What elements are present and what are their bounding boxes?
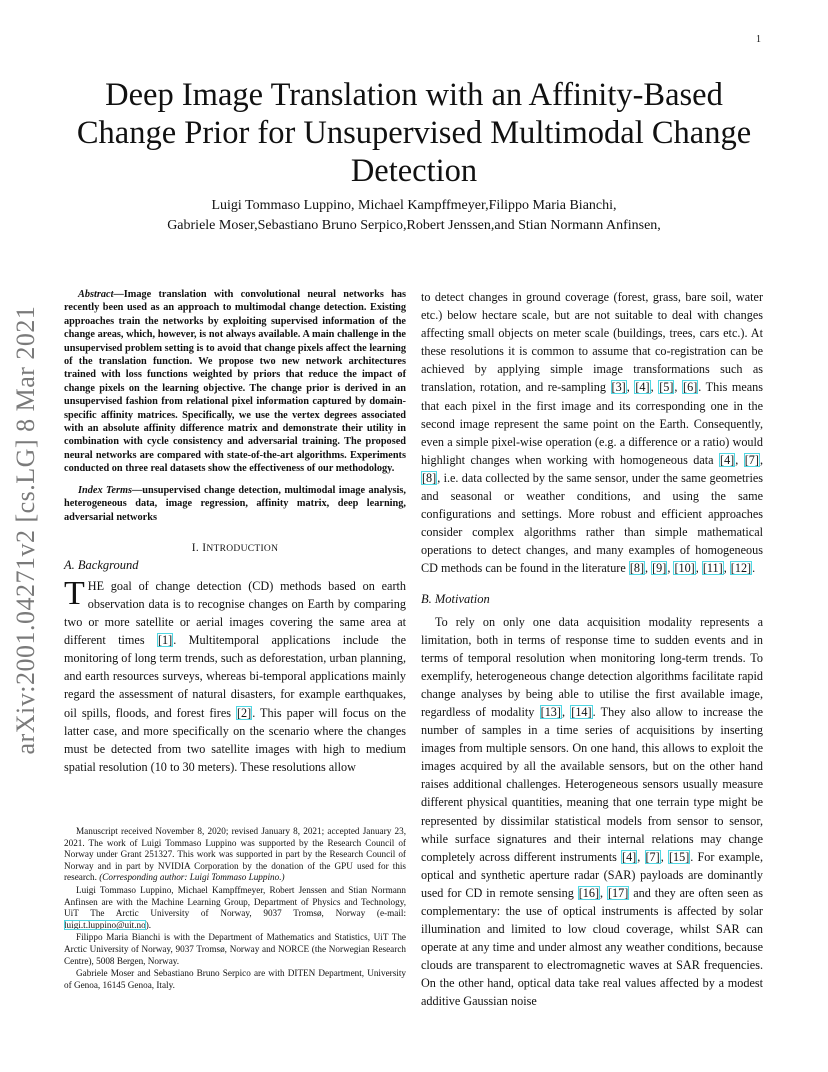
citation-link[interactable]: [2] — [236, 705, 252, 720]
author-list — [60, 196, 768, 236]
page-number: 1 — [756, 34, 761, 45]
paragraph-text: . — [752, 561, 756, 576]
paragraph-text: . For example, optical and synthetic aperture radar (SAR) payloads are dominantly used for CD in remote sensing — [421, 849, 763, 900]
left-column — [64, 288, 406, 776]
index-terms-text: —unsupervised change detection, multimodal image analysis, heterogeneous data, image regression, affinity matrix, deep learning, adversarial networks — [64, 484, 406, 523]
citation-link[interactable]: [4] — [622, 849, 637, 864]
index-terms-label: Index Terms — [78, 484, 132, 496]
email-link[interactable]: luigi.t.luppino@uit.no — [64, 919, 146, 930]
citation-link[interactable]: [7] — [645, 849, 660, 864]
citation-link[interactable]: [3] — [611, 380, 626, 395]
background-paragraph — [64, 574, 407, 776]
paragraph-text: HE goal of change detection (CD) methods based on earth observation data is to recognise changes on Earth by comparing two or more satellite or aerial images covering the same area at different times — [64, 578, 406, 648]
footnote-manuscript — [64, 826, 406, 884]
paragraph-text: . Multitemporal applications include the monitoring of long term trends, such as deforestation, urban planning, and earth resources surveys, whereas bi-temporal applications mainly regard the assessment of natural disasters, for example earthquakes, oil spills, floods, and forest fires — [64, 633, 406, 720]
citation-link[interactable]: [16] — [578, 885, 600, 900]
section-heading — [64, 542, 406, 554]
footnote-text: Luigi Tommaso Luppino, Michael Kampffmeyer, Robert Jenssen and Stian Normann Anfinsen are with the Machine Learning Group, Department of Physics and Technology, UiT The Arctic University of Norway, 9037 Tromsø, Norway (e-mail: — [64, 884, 406, 919]
citation-link[interactable]: [1] — [157, 633, 173, 648]
citation-link[interactable]: [8] — [422, 470, 437, 485]
citation-link[interactable]: [17] — [608, 885, 629, 900]
citation-link[interactable]: [15] — [668, 849, 690, 864]
footnote-affiliation-3: Gabriele Moser and Sebastiano Bruno Serpico are with DITEN Department, University of Genoa, 16145 Genoa, Italy. — [64, 968, 406, 990]
paper-title: Deep Image Translation with an Affinity-Based Change Prior for Unsupervised Multimodal Change Detection — [76, 77, 752, 189]
citation-link[interactable]: [8] — [629, 561, 645, 576]
citation-link[interactable]: [7] — [744, 452, 759, 467]
section-number: I. I — [191, 541, 207, 554]
paragraph-text: to detect changes in ground coverage (forest, grass, bare soil, water etc.) below hectare scale, but are not suitable to deal with changes affecting small objects on meter scale (buildings, trees, cars etc.). At these resolutions it is common to assume that co-registration can be achieved by applying simple image transformations such as translation, rotation, and re-sampling — [421, 290, 763, 395]
arxiv-stamp — [6, 290, 46, 770]
citation-link[interactable]: [13] — [540, 704, 561, 719]
right-column — [421, 288, 763, 1011]
citation-link[interactable]: [5] — [659, 380, 674, 395]
footnote-text: ). — [145, 919, 152, 930]
footnote-text: (Corresponding author: Luigi Tommaso Luppino.) — [99, 872, 285, 883]
paragraph-text: To rely on only one data acquisition modality represents a limitation, both in terms of response time to sudden events and in terms of temporal resolution when monitoring long-term trends. To exemplify, heterogeneous change detection algorithms facilitate rapid change analyses by being able to utilise the first available image, regardless of modality — [421, 614, 763, 719]
footnotes — [64, 826, 406, 992]
arxiv-stamp-text: arXiv:2001.04271v2 [cs.LG] 8 Mar 2021 — [11, 305, 40, 755]
citation-link[interactable]: [4] — [635, 380, 650, 395]
subsection-heading-background: A. Background — [64, 557, 139, 572]
citation-link[interactable]: [4] — [720, 452, 735, 467]
abstract-text: —Image translation with convolutional neural networks has recently been used as an approach to multimodal change detection. Existing approaches train the networks by exploiting supervised information of the change areas, which, however, is not always available. A main challenge in the unsupervised problem setting is to avoid that change pixels affect the learning of the translation function. We propose two new network architectures trained with loss functions weighted by priors that reduce the impact of change pixels on the learning objective. The change prior is derived in an unsupervised fashion from relational pixel information captured by domain-specific affinity matrices. Specifically, we use the vertex degrees associated with an absolute affinity difference matrix and demonstrate their utility in combination with cycle consistency and adversarial training. The proposed neural networks are compared with state-of-the-art algorithms. Experiments conducted on three real datasets show the effectiveness of our methodology. — [64, 289, 406, 475]
paragraph-text: and they are often seen as complementary: the use of optical instruments is affected by solar illumination and limited to low cloud coverage, whilst SAR can operate at any time and under almost any weather conditions, because clouds are transparent to electromagnetic waves at SAR frequencies. On the other hand, optical data take real values affected by a modest additive Gaussian noise — [421, 885, 763, 1009]
section-title: NTRODUCTION — [206, 543, 279, 554]
citation-link[interactable]: [12] — [730, 561, 752, 576]
citation-link[interactable]: [9] — [652, 561, 667, 576]
motivation-paragraph: To rely on only one data acquisition modality represents a limitation, both in terms of response time to sudden events and in terms of temporal resolution when monitoring long-term trends. To exemplify, heterogeneous change detection algorithms facilitate rapid change analyses by being able to utilise the first available image, regardless of modality [13], [14]. They also allow to increase the number of samples in a time series of acquisitions by inserting images from multiple sensors. On one hand, this allows to exploit the images acquired by all the available sensors, but on the other hand raises additional challenges. Heterogeneous sensors usually measure different physical quantities, meaning that one terrain type might be represented by dissimilar statistical models from sensor to sensor, while surface signatures and their internal relations may change completely across different instruments [4], [7], [15]. For example, optical and synthetic aperture radar (SAR) payloads are dominantly used for CD in remote sensing [16], [17] and they are often seen as complementary: the use of optical instruments is affected by solar illumination and limited to low cloud coverage, whilst SAR can operate at any time and under almost any weather conditions, because clouds are transparent to electromagnetic waves at SAR frequencies. On the other hand, optical data take real values affected by a modest additive Gaussian noise — [421, 614, 763, 1009]
paragraph-text: . This means that each pixel in the first image and its corresponding one in the second image represent the same point on the Earth. Consequently, even a simple pixel-wise operation (e.g. a difference or a ratio) would highlight changes when working with homogeneous data — [421, 380, 764, 467]
abstract — [64, 288, 406, 476]
index-terms — [64, 484, 406, 524]
authors-line-1: Luigi Tommaso Luppino, Michael Kampffmeyer,Filippo Maria Bianchi, — [211, 198, 617, 213]
citation-link[interactable]: [10] — [674, 561, 695, 576]
footnote-text: Manuscript received November 8, 2020; revised January 8, 2021; accepted January 23, 2021. The work of Luigi Tommaso Luppino was supported by the Research Council of Norway under Grant 251327. This work was supported in part by the Research Council of Norway and in part by NVIDIA Corporation by the donation of the GPU used for this research. — [64, 826, 406, 883]
paragraph-text: , i.e. data collected by the same sensor, under the same geometries and seasonal or weather conditions, and using the same configurations and settings. More robust and efficient approaches consider complex algorithms rather than simple mathematical operations to detect changes, and many examples of homogeneous CD methods can be found in the literature — [421, 470, 763, 576]
citation-link[interactable]: [11] — [702, 561, 723, 576]
drop-cap: T — [64, 574, 85, 612]
paragraph-text: . They also allow to increase the number of samples in a time series of acquisitions by inserting images from multiple sensors. On one hand, this allows to exploit the images acquired by all the available sensors, but on the other hand raises additional challenges. Heterogeneous sensors usually measure different physical quantities, meaning that one terrain type might be represented by dissimilar statistical models from sensor to sensor, while surface signatures and their internal relations may change completely across different instruments — [421, 704, 763, 864]
citation-link[interactable]: [6] — [683, 380, 698, 395]
paragraph-text: . This paper will focus on the latter case, and more specifically on the scenario where the changes must be detected from two satellite images with high to medium spatial resolution (10 to 30 meters). These resolutions allow — [64, 705, 407, 774]
citation-link[interactable]: [14] — [571, 704, 592, 719]
footnote-affiliation-1 — [64, 885, 406, 931]
authors-line-2: Gabriele Moser,Sebastiano Bruno Serpico,Robert Jenssen,and Stian Normann Anfinsen, — [167, 218, 661, 233]
abstract-label: Abstract — [78, 289, 114, 300]
footnote-affiliation-2: Filippo Maria Bianchi is with the Department of Mathematics and Statistics, UiT The Arctic University of Norway, 9037 Tromsø, Norway and NORCE (the Norwegian Research Centre), 5008 Bergen, Norway. — [64, 932, 406, 966]
resolution-paragraph: to detect changes in ground coverage (forest, grass, bare soil, water etc.) below hectare scale, but are not suitable to deal with changes affecting small objects on meter scale (buildings, trees, cars etc.). At these resolutions it is common to assume that co-registration can be achieved by applying simple image transformations such as translation, rotation, and re-sampling [3], [4], [5], [6]. This means that each pixel in the first image and its corresponding one in the second image represent the same point on the Earth. Consequently, even a simple pixel-wise operation (e.g. a difference or a ratio) would highlight changes when working with homogeneous data [4], [7], [8], i.e. data collected by the same sensor, under the same geometries and seasonal or weather conditions, and using the same configurations and settings. More robust and efficient approaches consider complex algorithms rather than simple mathematical operations to detect changes, and many examples of homogeneous CD methods can be found in the literature [8], [9], [10], [11], [12]. — [421, 290, 764, 576]
subsection-heading-motivation: B. Motivation — [421, 591, 490, 606]
